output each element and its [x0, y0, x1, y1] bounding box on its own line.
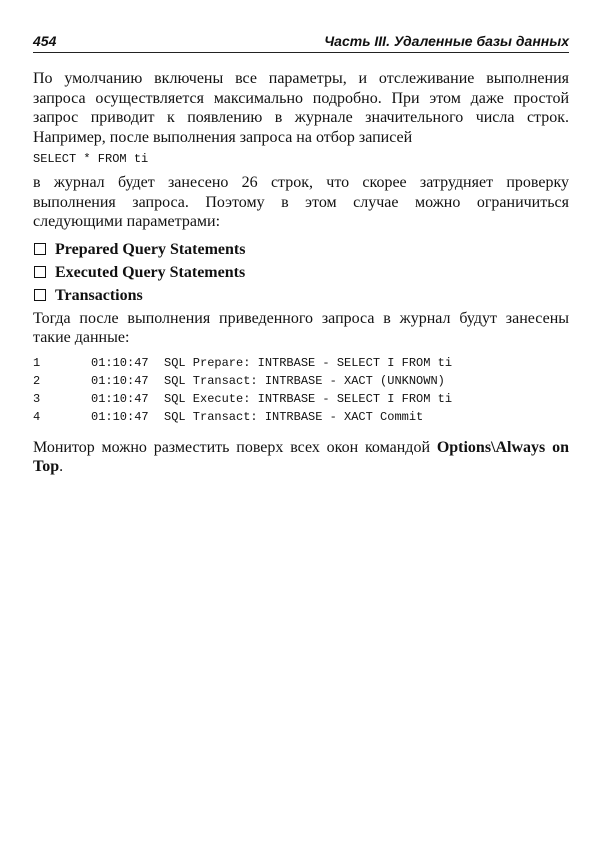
log-row-time: 01:10:47	[91, 373, 149, 388]
log-row-message: SQL Transact: INTRBASE - XACT Commit	[164, 409, 424, 424]
paragraph-log-intro: Тогда после выполнения приведенного запроса в журнал будут занесены такие данные:	[33, 309, 569, 346]
log-row-message: SQL Execute: INTRBASE - SELECT I FROM ti	[164, 391, 453, 406]
list-item-label: Transactions	[55, 286, 143, 304]
log-row-number: 4	[33, 409, 41, 424]
parameter-list	[33, 240, 569, 305]
checkbox-bullet-icon	[34, 266, 46, 278]
page-header	[33, 30, 569, 53]
log-row	[33, 390, 569, 408]
log-row-number: 3	[33, 391, 41, 406]
checkbox-bullet-icon	[34, 243, 46, 255]
log-row-message: SQL Prepare: INTRBASE - SELECT I FROM ti	[164, 355, 453, 370]
log-row	[33, 372, 569, 390]
log-row-time: 01:10:47	[91, 355, 149, 370]
log-row-number: 1	[33, 355, 41, 370]
list-item-label: Executed Query Statements	[55, 263, 246, 281]
paragraph-intro: По умолчанию включены все параметры, и отслеживание выполнения запроса осуществляется максимально подробно. При этом даже простой запрос приводит к появлению в журнале значительного числа строк. Например, после выполнения запроса на отбор записей	[33, 70, 569, 146]
page-number: 454	[33, 33, 57, 49]
running-title: Часть III. Удаленные базы данных	[324, 33, 569, 49]
book-page	[33, 30, 569, 477]
log-row	[33, 408, 569, 426]
list-item-label: Prepared Query Statements	[55, 240, 246, 258]
code-select-query: SELECT * FROM ti	[33, 152, 149, 166]
checkbox-bullet-icon	[34, 289, 46, 301]
log-listing	[33, 354, 569, 426]
log-row-time: 01:10:47	[91, 409, 149, 424]
menu-command: Options\Always on Top	[33, 438, 569, 475]
list-item	[33, 263, 569, 282]
list-item	[33, 240, 569, 259]
log-row-number: 2	[33, 373, 41, 388]
paragraph-monitor	[33, 438, 569, 477]
monitor-text-end: .	[59, 458, 64, 475]
list-item	[33, 286, 569, 305]
log-row-message: SQL Transact: INTRBASE - XACT (UNKNOWN)	[164, 373, 445, 388]
monitor-text: Монитор можно разместить поверх всех окон командой	[33, 438, 437, 456]
log-row	[33, 354, 569, 372]
log-row-time: 01:10:47	[91, 391, 149, 406]
paragraph-log-lines: в журнал будет занесено 26 строк, что скорее затрудняет проверку выполнения запроса. Поэтому в этом случае можно ограничиться следующими параметрами:	[33, 174, 569, 230]
